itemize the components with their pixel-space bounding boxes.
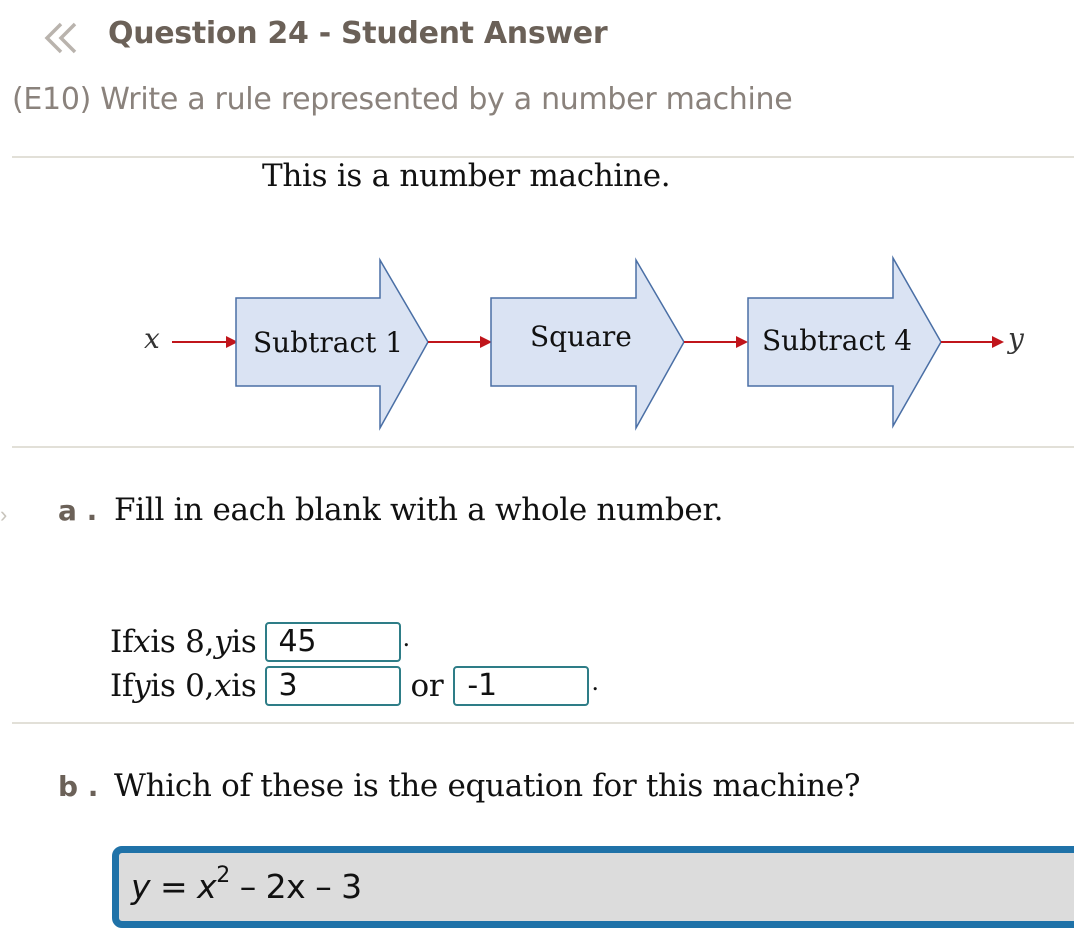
step-1-label: Subtract 1 (253, 326, 404, 359)
line2-mid: is 0, (150, 668, 215, 704)
arrow-2-3-head (736, 336, 748, 348)
line2-or: or (410, 668, 444, 704)
line1-var-y: y (214, 624, 232, 660)
back-button[interactable] (38, 18, 84, 58)
header (0, 0, 1074, 78)
page-title: Question 24 - Student Answer (108, 16, 608, 51)
answer-line-2 (110, 664, 599, 708)
part-b-prompt: Which of these is the equation for this machine? (114, 768, 861, 804)
line2-var-x: x (214, 668, 232, 704)
line1-mid: is 8, (150, 624, 215, 660)
line1-end: . (402, 624, 410, 652)
step-2-box (491, 260, 684, 428)
line2-end: . (591, 668, 599, 696)
part-a-prompt: Fill in each blank with a whole number. (114, 492, 724, 528)
answer-input-x1[interactable]: 3 (265, 666, 401, 706)
part-b-header (58, 768, 860, 804)
divider-diagram (12, 446, 1074, 448)
output-arrow-head (992, 336, 1004, 348)
divider-part-a (12, 722, 1074, 724)
choice-equation (131, 863, 362, 906)
question-subtitle: (E10) Write a rule represented by a number machine (12, 82, 793, 117)
selected-answer-choice[interactable] (112, 846, 1074, 928)
intro-text: This is a number machine. (262, 158, 671, 194)
part-b-letter: b . (58, 770, 99, 803)
answer-input-x2[interactable]: -1 (453, 666, 589, 706)
step-2-label: Square (530, 320, 632, 353)
line2-var-y: y (133, 668, 151, 704)
step-3-label: Subtract 4 (762, 324, 913, 357)
part-a-letter: a . (58, 494, 98, 527)
side-chevron-icon: › (0, 502, 8, 527)
answer-input-y[interactable]: 45 (265, 622, 401, 662)
eq-x: x (197, 867, 217, 906)
line1-var-x: x (133, 624, 151, 660)
step-1-box (236, 260, 428, 428)
eq-sign: = (150, 867, 198, 906)
arrow-1-2-head (480, 336, 492, 348)
line1-post: is (231, 624, 257, 660)
answer-line-1 (110, 620, 410, 664)
double-chevron-left-icon (41, 21, 81, 55)
machine-output-var: y (1008, 322, 1024, 355)
machine-input-var: x (144, 322, 160, 355)
line1-pre: If (110, 624, 134, 660)
eq-exponent: 2 (216, 863, 230, 888)
eq-lhs: y (131, 867, 151, 906)
line2-post: is (231, 668, 257, 704)
line2-pre: If (110, 668, 134, 704)
part-a-header (58, 492, 723, 528)
eq-rest: – 2x – 3 (229, 867, 362, 906)
number-machine-diagram (0, 250, 1074, 440)
step-3-box (748, 258, 941, 426)
